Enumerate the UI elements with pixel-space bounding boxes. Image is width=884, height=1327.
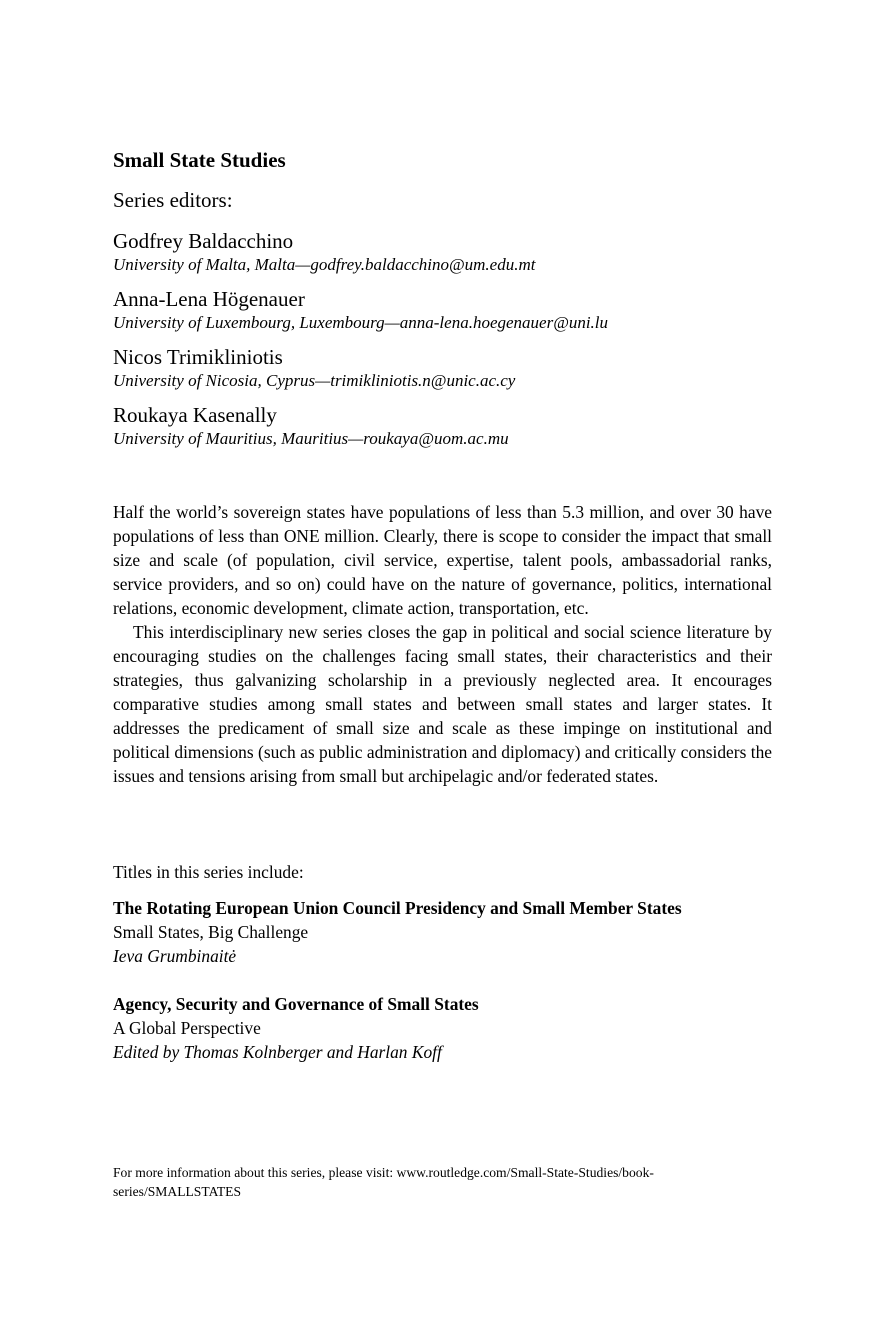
book-entry <box>113 896 682 968</box>
editor-affiliation: University of Nicosia, Cyprus—trimikliniotis.n@unic.ac.cy <box>113 371 516 390</box>
book-subtitle: Small States, Big Challenge <box>113 922 309 942</box>
book-subtitle: A Global Perspective <box>113 1018 261 1038</box>
editor-name: Roukaya Kasenally <box>113 403 277 427</box>
footer-note: For more information about this series, please visit: www.routledge.com/Small-State-Studies/book-series/SMALLSTATES <box>113 1165 654 1199</box>
description-paragraph: Half the world’s sovereign states have populations of less than 5.3 million, and over 30 have populations of less than ONE million. Clearly, there is scope to consider the impact that small size and scale (of population, civil service, expertise, talent pools, ambassadorial ranks, service providers, and so on) could have on the nature of governance, politics, international relations, economic development, climate action, transportation, etc. <box>113 502 772 618</box>
series-editors-label: Series editors: <box>113 188 233 212</box>
editor-name: Godfrey Baldacchino <box>113 229 294 253</box>
editor-affiliation: University of Malta, Malta—godfrey.baldacchino@um.edu.mt <box>113 255 536 274</box>
titles-label: Titles in this series include: <box>113 862 304 882</box>
editor-entry <box>113 401 509 449</box>
book-title: The Rotating European Union Council Presidency and Small Member States <box>113 898 682 918</box>
editor-entry <box>113 343 515 391</box>
editor-affiliation: University of Mauritius, Mauritius—roukaya@uom.ac.mu <box>113 429 509 448</box>
book-author: Edited by Thomas Kolnberger and Harlan Koff <box>113 1042 442 1062</box>
book-title: Agency, Security and Governance of Small States <box>113 994 479 1014</box>
editor-name: Anna-Lena Högenauer <box>113 287 305 311</box>
editor-affiliation: University of Luxembourg, Luxembourg—anna-lena.hoegenauer@uni.lu <box>113 313 609 332</box>
series-description <box>113 500 772 788</box>
book-author: Ieva Grumbinaitė <box>113 946 237 966</box>
editor-entry <box>113 285 608 333</box>
editor-entry <box>113 227 535 275</box>
editor-name: Nicos Trimikliniotis <box>113 345 283 369</box>
series-title: Small State Studies <box>113 148 286 172</box>
book-entry <box>113 992 479 1064</box>
description-paragraph: This interdisciplinary new series closes the gap in political and social science literature by encouraging studies on the challenges facing small states, their characteristics and their strategies, thus galvanizing scholarship in a previously neglected area. It encourages comparative studies among small states and between small states and larger states. It addresses the predicament of small size and scale as these impinge on institutional and political dimensions (such as public administration and diplomacy) and critically considers the issues and tensions arising from small but archipelagic and/or federated states. <box>113 622 772 786</box>
